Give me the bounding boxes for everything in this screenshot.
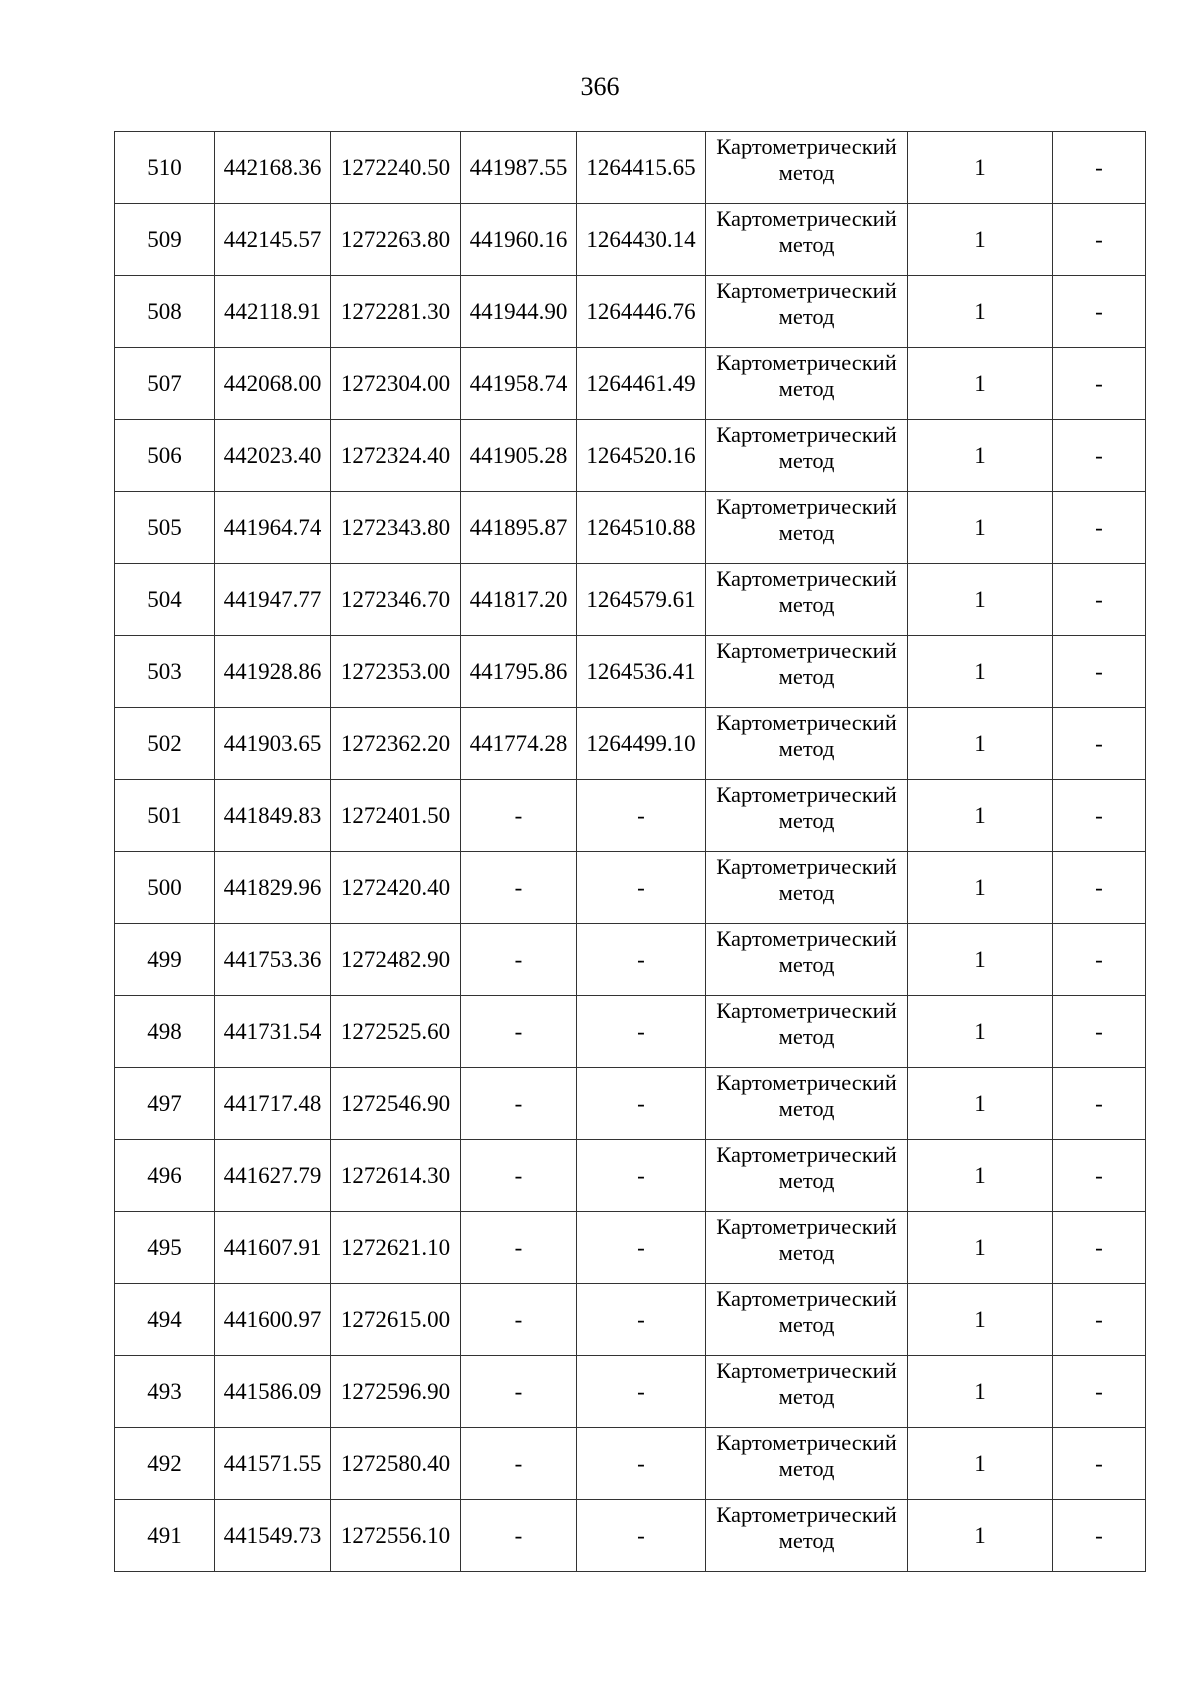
y-new-cell: - [577,924,706,996]
method-line-1: Картометрический [716,782,897,807]
method-line-1: Картометрический [716,638,897,663]
y-new-cell: - [577,1068,706,1140]
note-cell: - [1053,1356,1146,1428]
accuracy-cell: 1 [908,1500,1053,1572]
point-number-cell: 493 [115,1356,215,1428]
method-line-1: Картометрический [716,1502,897,1527]
method-line-1: Картометрический [716,1358,897,1383]
y-new-cell: 1264461.49 [577,348,706,420]
y-new-cell: - [577,1140,706,1212]
note-cell: - [1053,636,1146,708]
x-existing-cell: 441600.97 [215,1284,331,1356]
method-line-2: метод [778,1456,835,1481]
accuracy-cell: 1 [908,1212,1053,1284]
point-number-cell: 507 [115,348,215,420]
method-line-2: метод [778,1096,835,1121]
table-row [115,996,1146,1068]
point-number-cell: 494 [115,1284,215,1356]
x-existing-cell: 442118.91 [215,276,331,348]
table-row [115,636,1146,708]
x-new-cell: - [461,852,577,924]
y-new-cell: 1264446.76 [577,276,706,348]
y-existing-cell: 1272346.70 [331,564,461,636]
method-line-2: метод [778,376,835,401]
table-row [115,1356,1146,1428]
accuracy-cell: 1 [908,420,1053,492]
accuracy-cell: 1 [908,996,1053,1068]
point-number-cell: 497 [115,1068,215,1140]
y-existing-cell: 1272362.20 [331,708,461,780]
method-line-1: Картометрический [716,1142,897,1167]
point-number-cell: 506 [115,420,215,492]
y-existing-cell: 1272615.00 [331,1284,461,1356]
point-number-cell: 504 [115,564,215,636]
method-line-1: Картометрический [716,422,897,447]
method-line-1: Картометрический [716,494,897,519]
method-line-1: Картометрический [716,1070,897,1095]
y-new-cell: 1264510.88 [577,492,706,564]
table-row [115,780,1146,852]
x-new-cell: 441795.86 [461,636,577,708]
x-existing-cell: 441549.73 [215,1500,331,1572]
point-number-cell: 496 [115,1140,215,1212]
table-row [115,708,1146,780]
y-new-cell: - [577,1212,706,1284]
y-existing-cell: 1272304.00 [331,348,461,420]
table-row [115,1284,1146,1356]
y-existing-cell: 1272343.80 [331,492,461,564]
method-cell [706,852,908,924]
method-cell [706,1212,908,1284]
method-line-2: метод [778,232,835,257]
method-cell [706,492,908,564]
accuracy-cell: 1 [908,276,1053,348]
method-line-1: Картометрический [716,350,897,375]
method-cell [706,1356,908,1428]
x-new-cell: 441958.74 [461,348,577,420]
page-number: 366 [580,72,620,101]
accuracy-cell: 1 [908,1068,1053,1140]
method-line-2: метод [778,520,835,545]
x-existing-cell: 441627.79 [215,1140,331,1212]
table-row [115,1212,1146,1284]
accuracy-cell: 1 [908,492,1053,564]
x-new-cell: - [461,1212,577,1284]
method-cell [706,708,908,780]
accuracy-cell: 1 [908,1140,1053,1212]
method-line-1: Картометрический [716,1430,897,1455]
note-cell: - [1053,1428,1146,1500]
note-cell: - [1053,1140,1146,1212]
x-new-cell: 441895.87 [461,492,577,564]
x-existing-cell: 441928.86 [215,636,331,708]
accuracy-cell: 1 [908,780,1053,852]
method-line-1: Картометрический [716,1214,897,1239]
x-new-cell: - [461,1140,577,1212]
y-existing-cell: 1272401.50 [331,780,461,852]
note-cell: - [1053,1500,1146,1572]
note-cell: - [1053,924,1146,996]
method-cell [706,924,908,996]
method-line-2: метод [778,808,835,833]
y-new-cell: - [577,1500,706,1572]
y-existing-cell: 1272596.90 [331,1356,461,1428]
method-cell [706,1068,908,1140]
y-new-cell: 1264579.61 [577,564,706,636]
x-existing-cell: 442168.36 [215,132,331,204]
y-new-cell: 1264520.16 [577,420,706,492]
x-new-cell: - [461,1356,577,1428]
point-number-cell: 505 [115,492,215,564]
method-line-2: метод [778,1384,835,1409]
table-row [115,276,1146,348]
method-line-2: метод [778,1528,835,1553]
method-line-2: метод [778,592,835,617]
x-existing-cell: 441731.54 [215,996,331,1068]
note-cell: - [1053,204,1146,276]
accuracy-cell: 1 [908,204,1053,276]
table-row [115,852,1146,924]
y-existing-cell: 1272580.40 [331,1428,461,1500]
table-row [115,1500,1146,1572]
point-number-cell: 500 [115,852,215,924]
accuracy-cell: 1 [908,852,1053,924]
y-new-cell: - [577,780,706,852]
x-new-cell: - [461,996,577,1068]
y-new-cell: 1264499.10 [577,708,706,780]
y-new-cell: - [577,1428,706,1500]
point-number-cell: 503 [115,636,215,708]
table-row [115,420,1146,492]
x-existing-cell: 441947.77 [215,564,331,636]
y-existing-cell: 1272420.40 [331,852,461,924]
method-line-2: метод [778,304,835,329]
y-new-cell: 1264415.65 [577,132,706,204]
method-line-1: Картометрический [716,278,897,303]
method-cell [706,564,908,636]
method-cell [706,1428,908,1500]
table-row [115,1140,1146,1212]
method-line-2: метод [778,1168,835,1193]
y-new-cell: - [577,1356,706,1428]
note-cell: - [1053,1212,1146,1284]
point-number-cell: 510 [115,132,215,204]
table-row [115,492,1146,564]
y-existing-cell: 1272353.00 [331,636,461,708]
x-existing-cell: 441586.09 [215,1356,331,1428]
method-line-1: Картометрический [716,998,897,1023]
accuracy-cell: 1 [908,708,1053,780]
point-number-cell: 509 [115,204,215,276]
y-new-cell: 1264536.41 [577,636,706,708]
method-line-2: метод [778,448,835,473]
x-new-cell: - [461,1284,577,1356]
x-existing-cell: 442023.40 [215,420,331,492]
method-line-2: метод [778,160,835,185]
method-line-1: Картометрический [716,854,897,879]
method-line-2: метод [778,1312,835,1337]
point-number-cell: 495 [115,1212,215,1284]
x-existing-cell: 441717.48 [215,1068,331,1140]
x-new-cell: 441987.55 [461,132,577,204]
x-new-cell: - [461,1068,577,1140]
x-existing-cell: 442145.57 [215,204,331,276]
x-new-cell: 441944.90 [461,276,577,348]
method-line-1: Картометрический [716,1286,897,1311]
method-cell [706,780,908,852]
accuracy-cell: 1 [908,564,1053,636]
note-cell: - [1053,420,1146,492]
x-new-cell: 441905.28 [461,420,577,492]
method-cell [706,636,908,708]
note-cell: - [1053,996,1146,1068]
note-cell: - [1053,780,1146,852]
coordinates-table [114,131,1146,1572]
method-line-1: Картометрический [716,566,897,591]
accuracy-cell: 1 [908,132,1053,204]
table-row [115,1068,1146,1140]
note-cell: - [1053,708,1146,780]
note-cell: - [1053,852,1146,924]
note-cell: - [1053,564,1146,636]
method-line-1: Картометрический [716,206,897,231]
y-new-cell: - [577,996,706,1068]
y-existing-cell: 1272324.40 [331,420,461,492]
y-existing-cell: 1272546.90 [331,1068,461,1140]
point-number-cell: 499 [115,924,215,996]
x-existing-cell: 442068.00 [215,348,331,420]
accuracy-cell: 1 [908,1284,1053,1356]
x-existing-cell: 441964.74 [215,492,331,564]
table-row [115,924,1146,996]
method-cell [706,204,908,276]
method-line-2: метод [778,880,835,905]
method-cell [706,1500,908,1572]
y-existing-cell: 1272482.90 [331,924,461,996]
y-existing-cell: 1272621.10 [331,1212,461,1284]
method-line-1: Картометрический [716,710,897,735]
point-number-cell: 492 [115,1428,215,1500]
method-line-2: метод [778,1024,835,1049]
y-new-cell: - [577,1284,706,1356]
method-line-1: Картометрический [716,926,897,951]
method-line-2: метод [778,1240,835,1265]
accuracy-cell: 1 [908,1356,1053,1428]
x-new-cell: 441817.20 [461,564,577,636]
y-existing-cell: 1272614.30 [331,1140,461,1212]
table-row [115,1428,1146,1500]
x-new-cell: 441774.28 [461,708,577,780]
method-cell [706,996,908,1068]
x-existing-cell: 441571.55 [215,1428,331,1500]
note-cell: - [1053,1068,1146,1140]
table-row [115,132,1146,204]
method-line-1: Картометрический [716,134,897,159]
table-row [115,564,1146,636]
y-existing-cell: 1272525.60 [331,996,461,1068]
y-existing-cell: 1272281.30 [331,276,461,348]
y-new-cell: 1264430.14 [577,204,706,276]
y-existing-cell: 1272263.80 [331,204,461,276]
method-cell [706,348,908,420]
method-cell [706,1140,908,1212]
point-number-cell: 501 [115,780,215,852]
x-existing-cell: 441829.96 [215,852,331,924]
x-existing-cell: 441903.65 [215,708,331,780]
accuracy-cell: 1 [908,924,1053,996]
x-new-cell: - [461,924,577,996]
x-existing-cell: 441607.91 [215,1212,331,1284]
accuracy-cell: 1 [908,636,1053,708]
accuracy-cell: 1 [908,348,1053,420]
point-number-cell: 502 [115,708,215,780]
method-line-2: метод [778,736,835,761]
note-cell: - [1053,1284,1146,1356]
method-cell [706,1284,908,1356]
point-number-cell: 508 [115,276,215,348]
x-existing-cell: 441849.83 [215,780,331,852]
x-existing-cell: 441753.36 [215,924,331,996]
note-cell: - [1053,132,1146,204]
x-new-cell: - [461,780,577,852]
method-cell [706,132,908,204]
method-cell [706,276,908,348]
point-number-cell: 498 [115,996,215,1068]
y-existing-cell: 1272240.50 [331,132,461,204]
note-cell: - [1053,276,1146,348]
table-row [115,204,1146,276]
note-cell: - [1053,348,1146,420]
table-row [115,348,1146,420]
y-new-cell: - [577,852,706,924]
method-line-2: метод [778,952,835,977]
method-cell [706,420,908,492]
table-body [115,132,1146,1572]
accuracy-cell: 1 [908,1428,1053,1500]
x-new-cell: - [461,1428,577,1500]
note-cell: - [1053,492,1146,564]
y-existing-cell: 1272556.10 [331,1500,461,1572]
point-number-cell: 491 [115,1500,215,1572]
x-new-cell: - [461,1500,577,1572]
x-new-cell: 441960.16 [461,204,577,276]
method-line-2: метод [778,664,835,689]
